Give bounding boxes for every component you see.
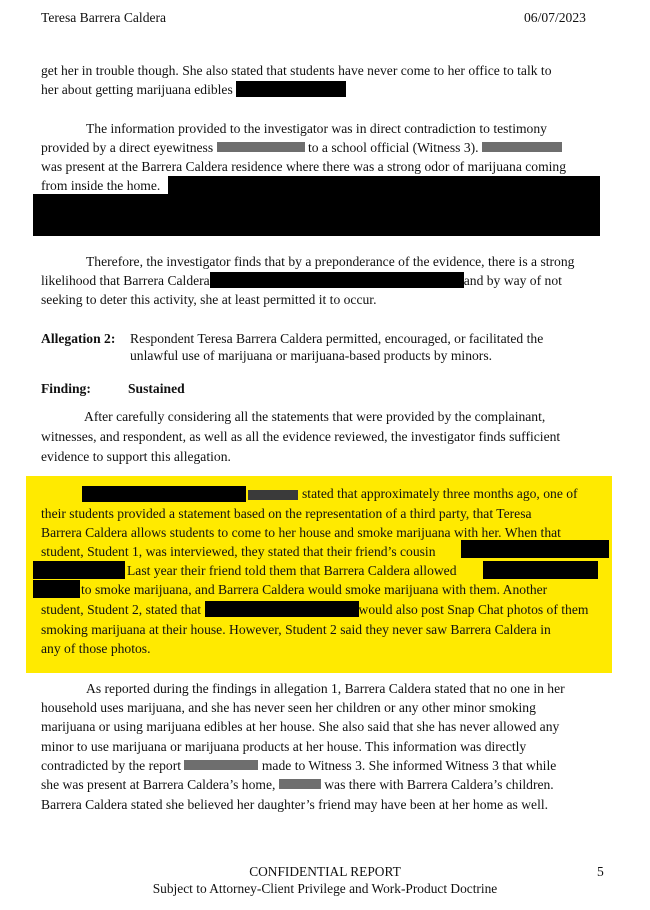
redaction-block — [461, 540, 609, 558]
header-date: 06/07/2023 — [524, 10, 586, 25]
para4-line3: evidence to support this allegation. — [41, 449, 231, 464]
redaction-block — [168, 176, 600, 194]
redaction-block — [210, 272, 464, 288]
para5-line5: Last year their friend told them that Barrera Caldera allowed — [127, 563, 457, 578]
para4-line2: witnesses, and respondent, as well as all the evidence reviewed, the investigator finds sufficient — [41, 429, 561, 444]
footer-confidential: CONFIDENTIAL REPORT — [249, 864, 401, 879]
redaction-block — [482, 142, 562, 152]
allegation-line2: unlawful use of marijuana or marijuana-based products by minors. — [130, 348, 493, 363]
para5-line2: their students provided a statement based on the representation of a third party, that Teresa — [41, 506, 532, 521]
para3-line2: likelihood that Barrera Caldera and by way of not — [41, 273, 562, 288]
para5-line4: student, Student 1, was interviewed, they stated that their friend’s cousin — [41, 544, 436, 559]
header-author-name: Teresa Barrera Caldera — [41, 10, 167, 25]
para5-line9: any of those photos. — [41, 641, 151, 656]
redaction-block — [33, 561, 125, 579]
redaction-block — [205, 601, 359, 617]
redaction-block — [217, 142, 305, 152]
para6-line7: Barrera Caldera stated she believed her daughter’s friend may have been at her home as well. — [41, 797, 549, 812]
para5-line6: to smoke marijuana, and Barrera Caldera would smoke marijuana with them. Another — [81, 582, 548, 597]
para2-line4: from inside the home. — [41, 178, 161, 193]
para6-line3: marijuana or using marijuana edibles at her house. She also said that she has never allowed any — [41, 719, 560, 734]
para1-line2: her about getting marijuana edibles — [41, 81, 346, 99]
para5-line1: stated that approximately three months ago, one of — [302, 486, 578, 501]
finding-label: Finding: — [41, 381, 91, 396]
redaction-block — [236, 81, 346, 97]
redaction-block — [82, 486, 246, 502]
para3-line1: Therefore, the investigator finds that by a preponderance of the evidence, there is a strong — [86, 254, 575, 269]
para4-line1: After carefully considering all the statements that were provided by the complainant, — [84, 409, 546, 424]
para6-line4: minor to use marijuana or marijuana products at her house. This information was directly — [41, 739, 527, 754]
finding-value: Sustained — [128, 381, 185, 396]
para1-line1: get her in trouble though. She also stated that students have never come to her office to talk to — [41, 63, 552, 78]
redaction-block — [184, 760, 258, 770]
para6-line6: she was present at Barrera Caldera’s home, was there with Barrera Caldera’s children. — [41, 777, 554, 792]
redaction-block — [483, 561, 598, 579]
allegation-label: Allegation 2: — [41, 331, 116, 346]
para6-line5: contradicted by the report made to Witness 3. She informed Witness 3 that while — [41, 758, 557, 773]
para2-line2: provided by a direct eyewitness to a school official (Witness 3). — [41, 139, 562, 157]
redaction-block — [248, 490, 298, 500]
footer-privilege: Subject to Attorney-Client Privilege and Work-Product Doctrine — [152, 881, 498, 896]
page-number: 5 — [597, 864, 604, 879]
para2-line1: The information provided to the investigator was in direct contradiction to testimony — [86, 121, 547, 136]
para6-line2: household uses marijuana, and she has never seen her children or any other minor smoking — [41, 700, 536, 715]
para5-line8: smoking marijuana at their house. However, Student 2 said they never saw Barrera Caldera in — [41, 622, 551, 637]
para6-line1: As reported during the findings in allegation 1, Barrera Caldera stated that no one in her — [86, 681, 565, 696]
redaction-block — [33, 194, 600, 236]
para3-line3: seeking to deter this activity, she at least permitted it to occur. — [41, 292, 377, 307]
allegation-line1: Respondent Teresa Barrera Caldera permitted, encouraged, or facilitated the — [130, 331, 544, 346]
para5-line7: student, Student 2, stated that would also post Snap Chat photos of them — [41, 602, 589, 617]
para2-line3: was present at the Barrera Caldera residence where there was a strong odor of marijuana coming — [41, 159, 567, 174]
para5-line3: Barrera Caldera allows students to come to her house and smoke marijuana with her. When that — [41, 525, 561, 540]
redaction-block — [279, 779, 321, 789]
redaction-block — [33, 580, 80, 598]
